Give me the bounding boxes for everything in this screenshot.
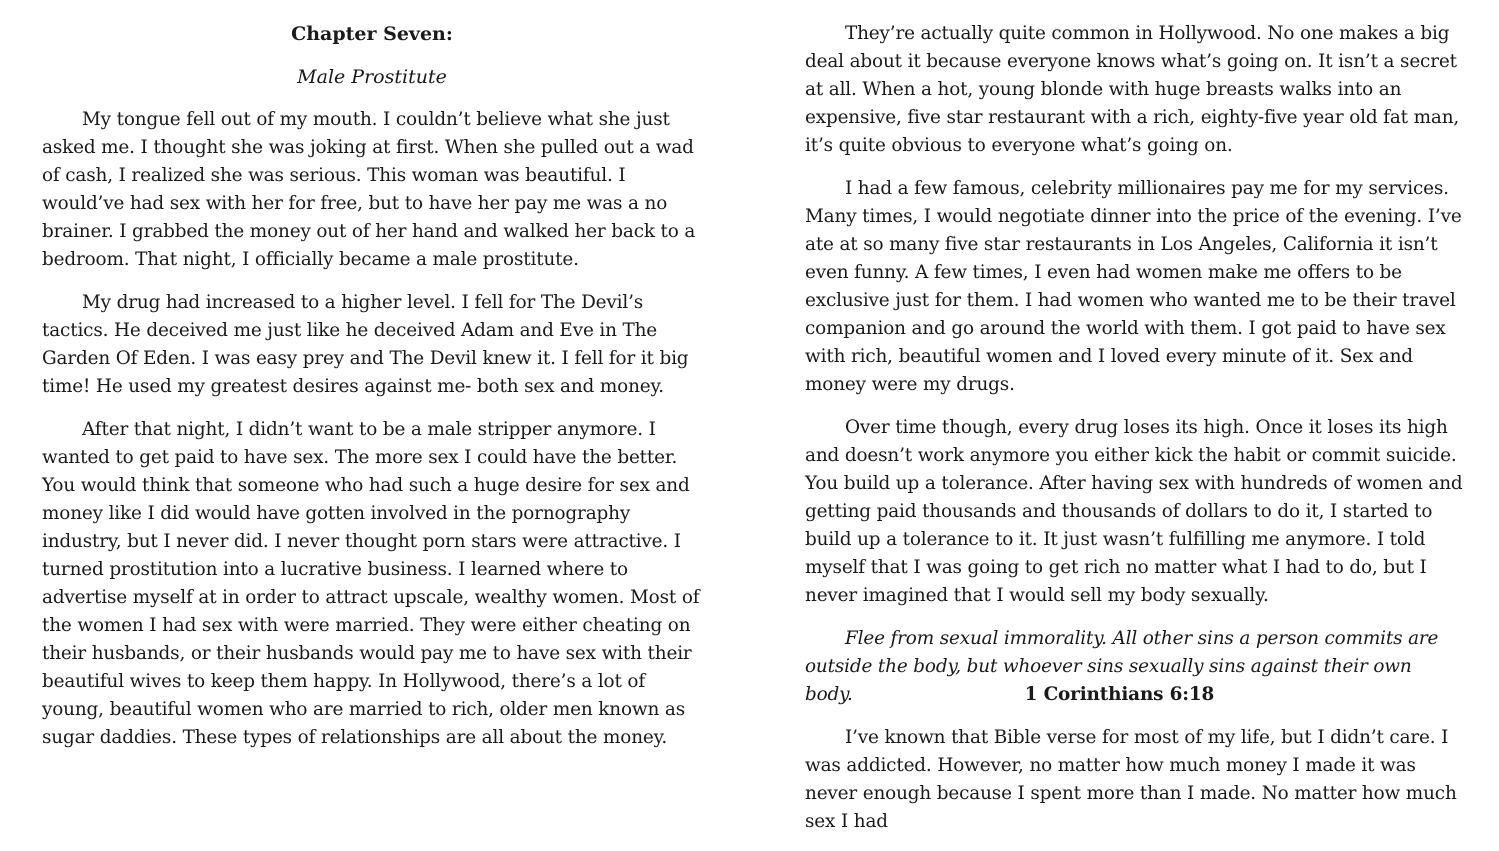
body-paragraph: I had a few famous, celebrity millionaires pay me for my services. Many times, I would negotiate dinner into the price of the evening. I’ve ate at so many five star restaurants in Los Angeles, California it isn’t even funny. A few times, I even had women make me offers to be exclusive just for them. I had women who wanted me to be their travel companion and go around the world with them. I got paid to have sex with rich, beautiful women and I loved every minute of it. Sex and money were my drugs. — [805, 178, 1462, 395]
verse-reference: 1 Corinthians 6:18 — [1024, 684, 1215, 705]
body-paragraph: I’ve known that Bible verse for most of my life, but I didn’t care. I was addicted. However, no matter how much money I made it was never enough because I spent more than I made. No matter how much sex I had — [805, 727, 1457, 832]
body-paragraph: After that night, I didn’t want to be a male stripper anymore. I wanted to get paid to have sex. The more sex I could have the better. You would think that someone who had such a huge desire for sex and money like I did would have gotten involved in the pornography industry, but I never did. I never thought porn stars were attractive. I turned prostitution into a lucrative business. I learned where to advertise myself at in order to attract upscale, wealthy women. Most of the women I had sex with were married. They were either cheating on their husbands, or their husbands would pay me to have sex with their beautiful wives to keep them happy. In Hollywood, there’s a lot of young, beautiful women who are married to rich, older men known as sugar daddies. These types of relationships are all about the money. — [42, 419, 700, 748]
bible-verse — [805, 625, 1465, 709]
body-paragraph: They’re actually quite common in Hollywood. No one makes a big deal about it because everyone knows what’s going on. It isn’t a secret at all. When a hot, young blonde with huge breasts walks into an expensive, five star restaurant with a rich, eighty-five year old fat man, it’s quite obvious to everyone what’s going on. — [805, 23, 1460, 156]
left-page — [42, 0, 702, 767]
right-page — [805, 0, 1465, 851]
verse-text: Flee from sexual immorality. All other sins a person commits are outside the body, but whoever sins sexually sins against their own body. — [805, 628, 1439, 705]
chapter-subtitle: Male Prostitute — [297, 66, 447, 88]
chapter-title: Chapter Seven: — [291, 23, 453, 45]
body-paragraph: Over time though, every drug loses its high. Once it loses its high and doesn’t work anymore you either kick the habit or commit suicide. You build up a tolerance. After having sex with hundreds of women and getting paid thousands and thousands of dollars to do it, I started to build up a tolerance to it. It just wasn’t fulfilling me anymore. I told myself that I was going to get rich no matter what I had to do, but I never imagined that I would sell my body sexually. — [805, 417, 1463, 606]
body-paragraph: My drug had increased to a higher level. I fell for The Devil’s tactics. He deceived me just like he deceived Adam and Eve in The Garden Of Eden. I was easy prey and The Devil knew it. I fell for it big time! He used my greatest desires against me- both sex and money. — [42, 292, 689, 397]
body-paragraph: My tongue fell out of my mouth. I couldn’t believe what she just asked me. I thought she was joking at first. When she pulled out a wad of cash, I realized she was serious. This woman was beautiful. I would’ve had sex with her for free, but to have her pay me was a no brainer. I grabbed the money out of her hand and walked her back to a bedroom. That night, I officially became a male prostitute. — [42, 109, 696, 270]
